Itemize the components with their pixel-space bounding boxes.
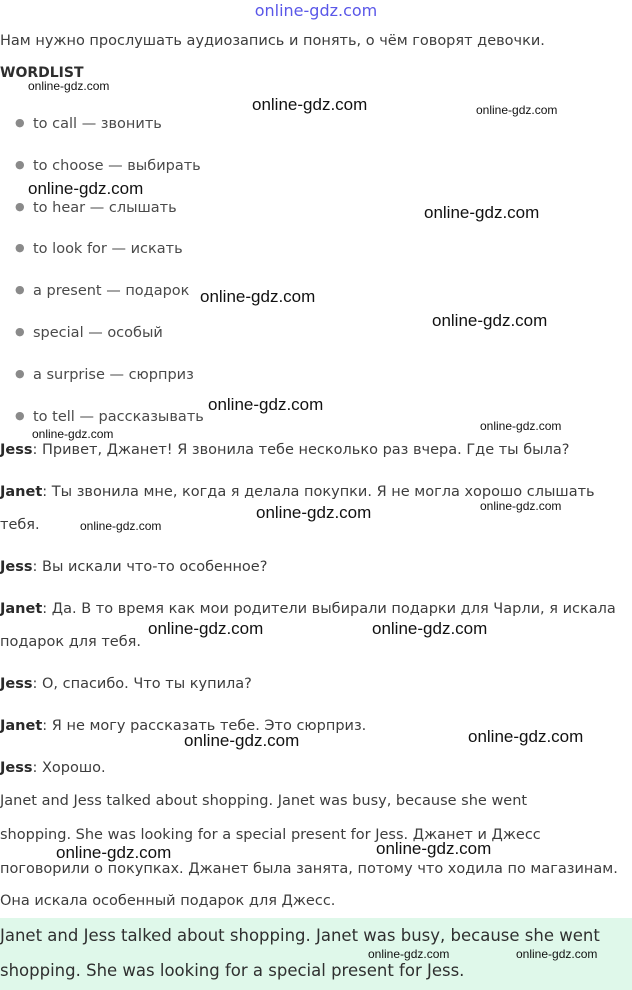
summary-line: поговорили о покупках. Джанет была занята, потому что ходила по магазинам.	[0, 861, 618, 877]
wordlist-item	[15, 158, 201, 174]
answer-line: shopping. She was looking for a special present for Jess.	[0, 961, 465, 980]
watermark: online-gdz.com	[56, 843, 172, 862]
site-header[interactable]: online-gdz.com	[254, 1, 378, 20]
watermark: online-gdz.com	[28, 179, 144, 198]
bullet-icon: ●	[15, 158, 25, 171]
wordlist-item-text: to hear — слышать	[33, 200, 177, 216]
wordlist-item-text: to tell — рассказывать	[33, 409, 204, 425]
watermark: online-gdz.com	[200, 287, 316, 306]
speaker-name: Jess	[0, 760, 33, 776]
bullet-icon: ●	[15, 200, 25, 213]
speaker-name: Janet	[0, 601, 43, 617]
watermark: online-gdz.com	[28, 79, 110, 93]
watermark: online-gdz.com	[80, 519, 162, 533]
wordlist-item	[15, 325, 163, 341]
summary-line: Janet and Jess talked about shopping. Janet was busy, because she went	[0, 793, 528, 809]
bullet-icon: ●	[15, 367, 25, 380]
watermark: online-gdz.com	[480, 419, 562, 433]
dialogue-text: : Привет, Джанет! Я звонила тебе несколько раз вчера. Где ты была?	[32, 442, 570, 458]
task-intro: Нам нужно прослушать аудиозапись и понять, о чём говорят девочки.	[0, 33, 545, 49]
wordlist-item-text: special — особый	[33, 325, 163, 341]
watermark: online-gdz.com	[516, 947, 598, 961]
wordlist-item	[15, 283, 189, 299]
wordlist-item-text: to choose — выбирать	[33, 158, 201, 174]
wordlist-item-text: to call — звонить	[33, 116, 162, 132]
watermark: online-gdz.com	[476, 103, 558, 117]
watermark: online-gdz.com	[184, 731, 300, 750]
bullet-icon: ●	[15, 241, 25, 254]
watermark: online-gdz.com	[432, 311, 548, 330]
dialogue-text: : Ты звонила мне, когда я делала покупки. Я не могла хорошо слышать тебя.	[0, 484, 595, 533]
speaker-name: Janet	[0, 718, 43, 734]
bullet-icon: ●	[15, 325, 25, 338]
wordlist-item-text: a surprise — сюрприз	[33, 367, 194, 383]
watermark: online-gdz.com	[372, 619, 488, 638]
dialogue-line	[0, 752, 632, 785]
watermark: online-gdz.com	[376, 839, 492, 858]
dialogue-text: : Да. В то время как мои родители выбирали подарки для Чарли, я искала подарок для тебя.	[0, 601, 616, 650]
wordlist-item-text: to look for — искать	[33, 241, 183, 257]
watermark: online-gdz.com	[468, 727, 584, 746]
wordlist-item-text: a present — подарок	[33, 283, 190, 299]
answer-line: Janet and Jess talked about shopping. Janet was busy, because she went	[0, 926, 600, 945]
wordlist-item	[15, 409, 204, 425]
watermark: online-gdz.com	[208, 395, 324, 414]
bullet-icon: ●	[15, 409, 25, 422]
dialogue-text: : Вы искали что-то особенное?	[32, 559, 268, 575]
speaker-name: Janet	[0, 484, 43, 500]
bullet-icon: ●	[15, 116, 25, 129]
speaker-name: Jess	[0, 676, 33, 692]
wordlist-item	[15, 200, 177, 216]
dialogue-line	[0, 668, 632, 701]
dialogue-line	[0, 593, 632, 659]
watermark: online-gdz.com	[148, 619, 264, 638]
wordlist-item	[15, 116, 162, 132]
watermark: online-gdz.com	[424, 203, 540, 222]
watermark: online-gdz.com	[256, 503, 372, 522]
wordlist-item	[15, 367, 194, 383]
wordlist-heading: WORDLIST	[0, 65, 84, 81]
summary-line: shopping. She was looking for a special present for Jess. Джанет и Джесс	[0, 827, 541, 843]
watermark: online-gdz.com	[32, 427, 114, 441]
dialogue-text: : Хорошо.	[32, 760, 106, 776]
dialogue-text: : Я не могу рассказать тебе. Это сюрприз.	[42, 718, 367, 734]
bullet-icon: ●	[15, 283, 25, 296]
summary-line: Она искала особенный подарок для Джесс.	[0, 893, 336, 909]
watermark: online-gdz.com	[480, 499, 562, 513]
watermark: online-gdz.com	[368, 947, 450, 961]
speaker-name: Jess	[0, 559, 33, 575]
watermark: online-gdz.com	[252, 95, 368, 114]
dialogue-text: : О, спасибо. Что ты купила?	[32, 676, 252, 692]
dialogue-line	[0, 551, 632, 584]
speaker-name: Jess	[0, 442, 33, 458]
wordlist-item	[15, 241, 183, 257]
